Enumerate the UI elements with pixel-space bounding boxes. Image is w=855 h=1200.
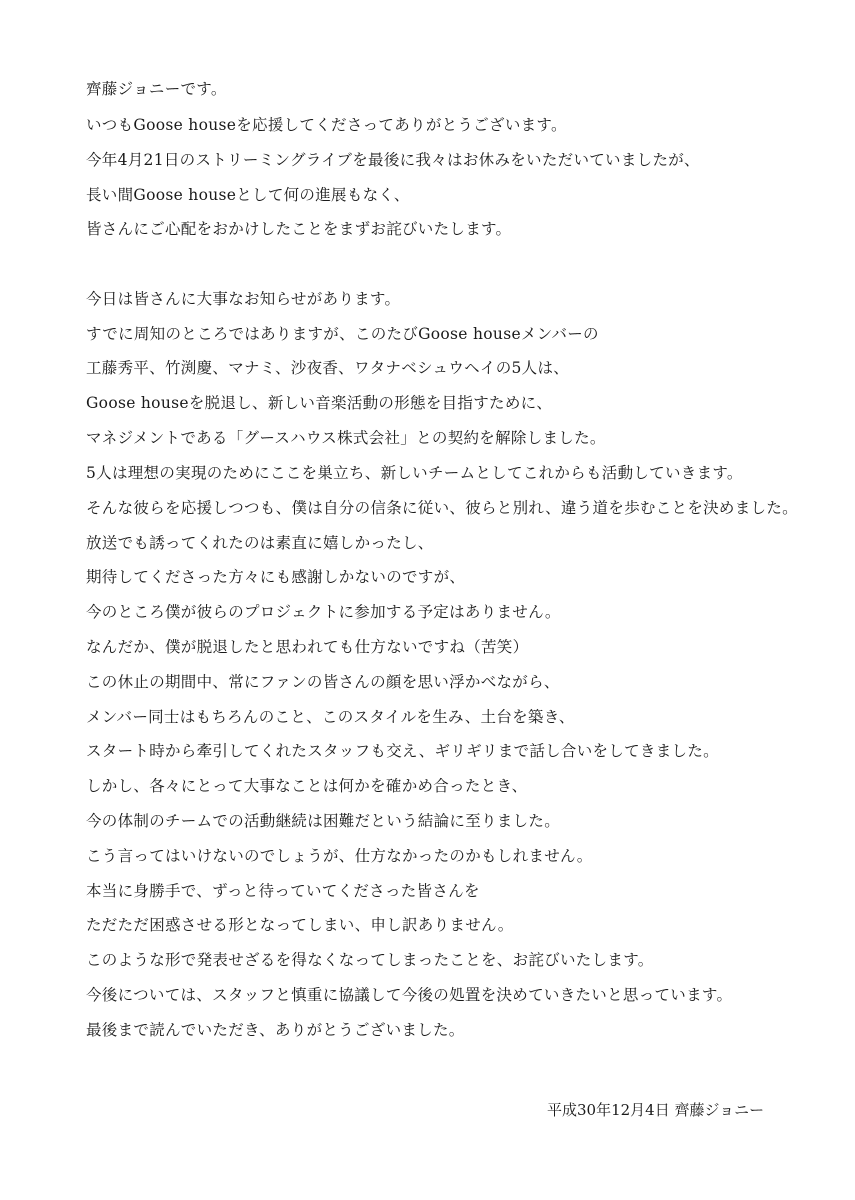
text-line: なんだか、僕が脱退したと思われても仕方ないですね（苦笑） <box>86 638 529 656</box>
text-line: いつもGoose houseを応援してくださってありがとうございます。 <box>86 116 567 134</box>
text-line: 皆さんにご心配をおかけしたことをまずお詫びいたします。 <box>86 220 512 238</box>
text-line: メンバー同士はもちろんのこと、このスタイルを生み、土台を築き、 <box>86 708 575 726</box>
text-line: スタート時から牽引してくれたスタッフも交え、ギリギリまで話し合いをしてきました。 <box>86 742 719 760</box>
text-line: マネジメントである「グースハウス株式会社」との契約を解除しました。 <box>86 429 606 447</box>
text-line: 齊藤ジョニーです。 <box>86 80 227 98</box>
text-line: 最後まで読んでいただき、ありがとうございました。 <box>86 1021 465 1039</box>
text-line: 5人は理想の実現のためにここを巣立ち、新しいチームとしてこれからも活動していきます。 <box>86 464 743 482</box>
text-line: 今年4月21日のストリーミングライブを最後に我々はお休みをいただいていましたが、 <box>86 151 700 169</box>
text-line: ただただ困惑させる形となってしまい、申し訳ありません。 <box>86 916 514 934</box>
text-line: しかし、各々にとって大事なことは何かを確かめ合ったとき、 <box>86 777 528 795</box>
text-line: この休止の期間中、常にファンの皆さんの顔を思い浮かべながら、 <box>86 673 560 691</box>
text-line: 放送でも誘ってくれたのは素直に嬉しかったし、 <box>86 534 434 552</box>
text-line: すでに周知のところではありますが、このたびGoose houseメンバーの <box>86 325 599 343</box>
text-line: 今日は皆さんに大事なお知らせがあります。 <box>86 290 401 308</box>
text-line: 長い間Goose houseとして何の進展もなく、 <box>86 186 410 204</box>
signature-date: 平成30年12月4日 齊藤ジョニー <box>547 1101 765 1119</box>
text-line: 本当に身勝手で、ずっと待っていてくださった皆さんを <box>86 882 480 900</box>
text-line: 今のところ僕が彼らのプロジェクトに参加する予定はありません。 <box>86 603 561 621</box>
text-line: 今後については、スタッフと慎重に協議して今後の処置を決めていきたいと思っています。 <box>86 986 733 1004</box>
text-line: 今の体制のチームでの活動継続は困難だという結論に至りました。 <box>86 812 561 830</box>
text-line: こう言ってはいけないのでしょうが、仕方なかったのかもしれません。 <box>86 847 593 865</box>
text-line: 工藤秀平、竹渕慶、マナミ、沙夜香、ワタナベシュウヘイの5人は、 <box>86 359 570 377</box>
text-line: このような形で発表せざるを得なくなってしまったことを、お詫びいたします。 <box>86 951 654 969</box>
text-line: 期待してくださった方々にも感謝しかないのですが、 <box>86 568 466 586</box>
text-line: そんな彼らを応援しつつも、僕は自分の信条に従い、彼らと別れ、違う道を歩むことを決めました。 <box>86 499 798 517</box>
text-line: Goose houseを脱退し、新しい音楽活動の形態を目指すために、 <box>86 394 553 412</box>
